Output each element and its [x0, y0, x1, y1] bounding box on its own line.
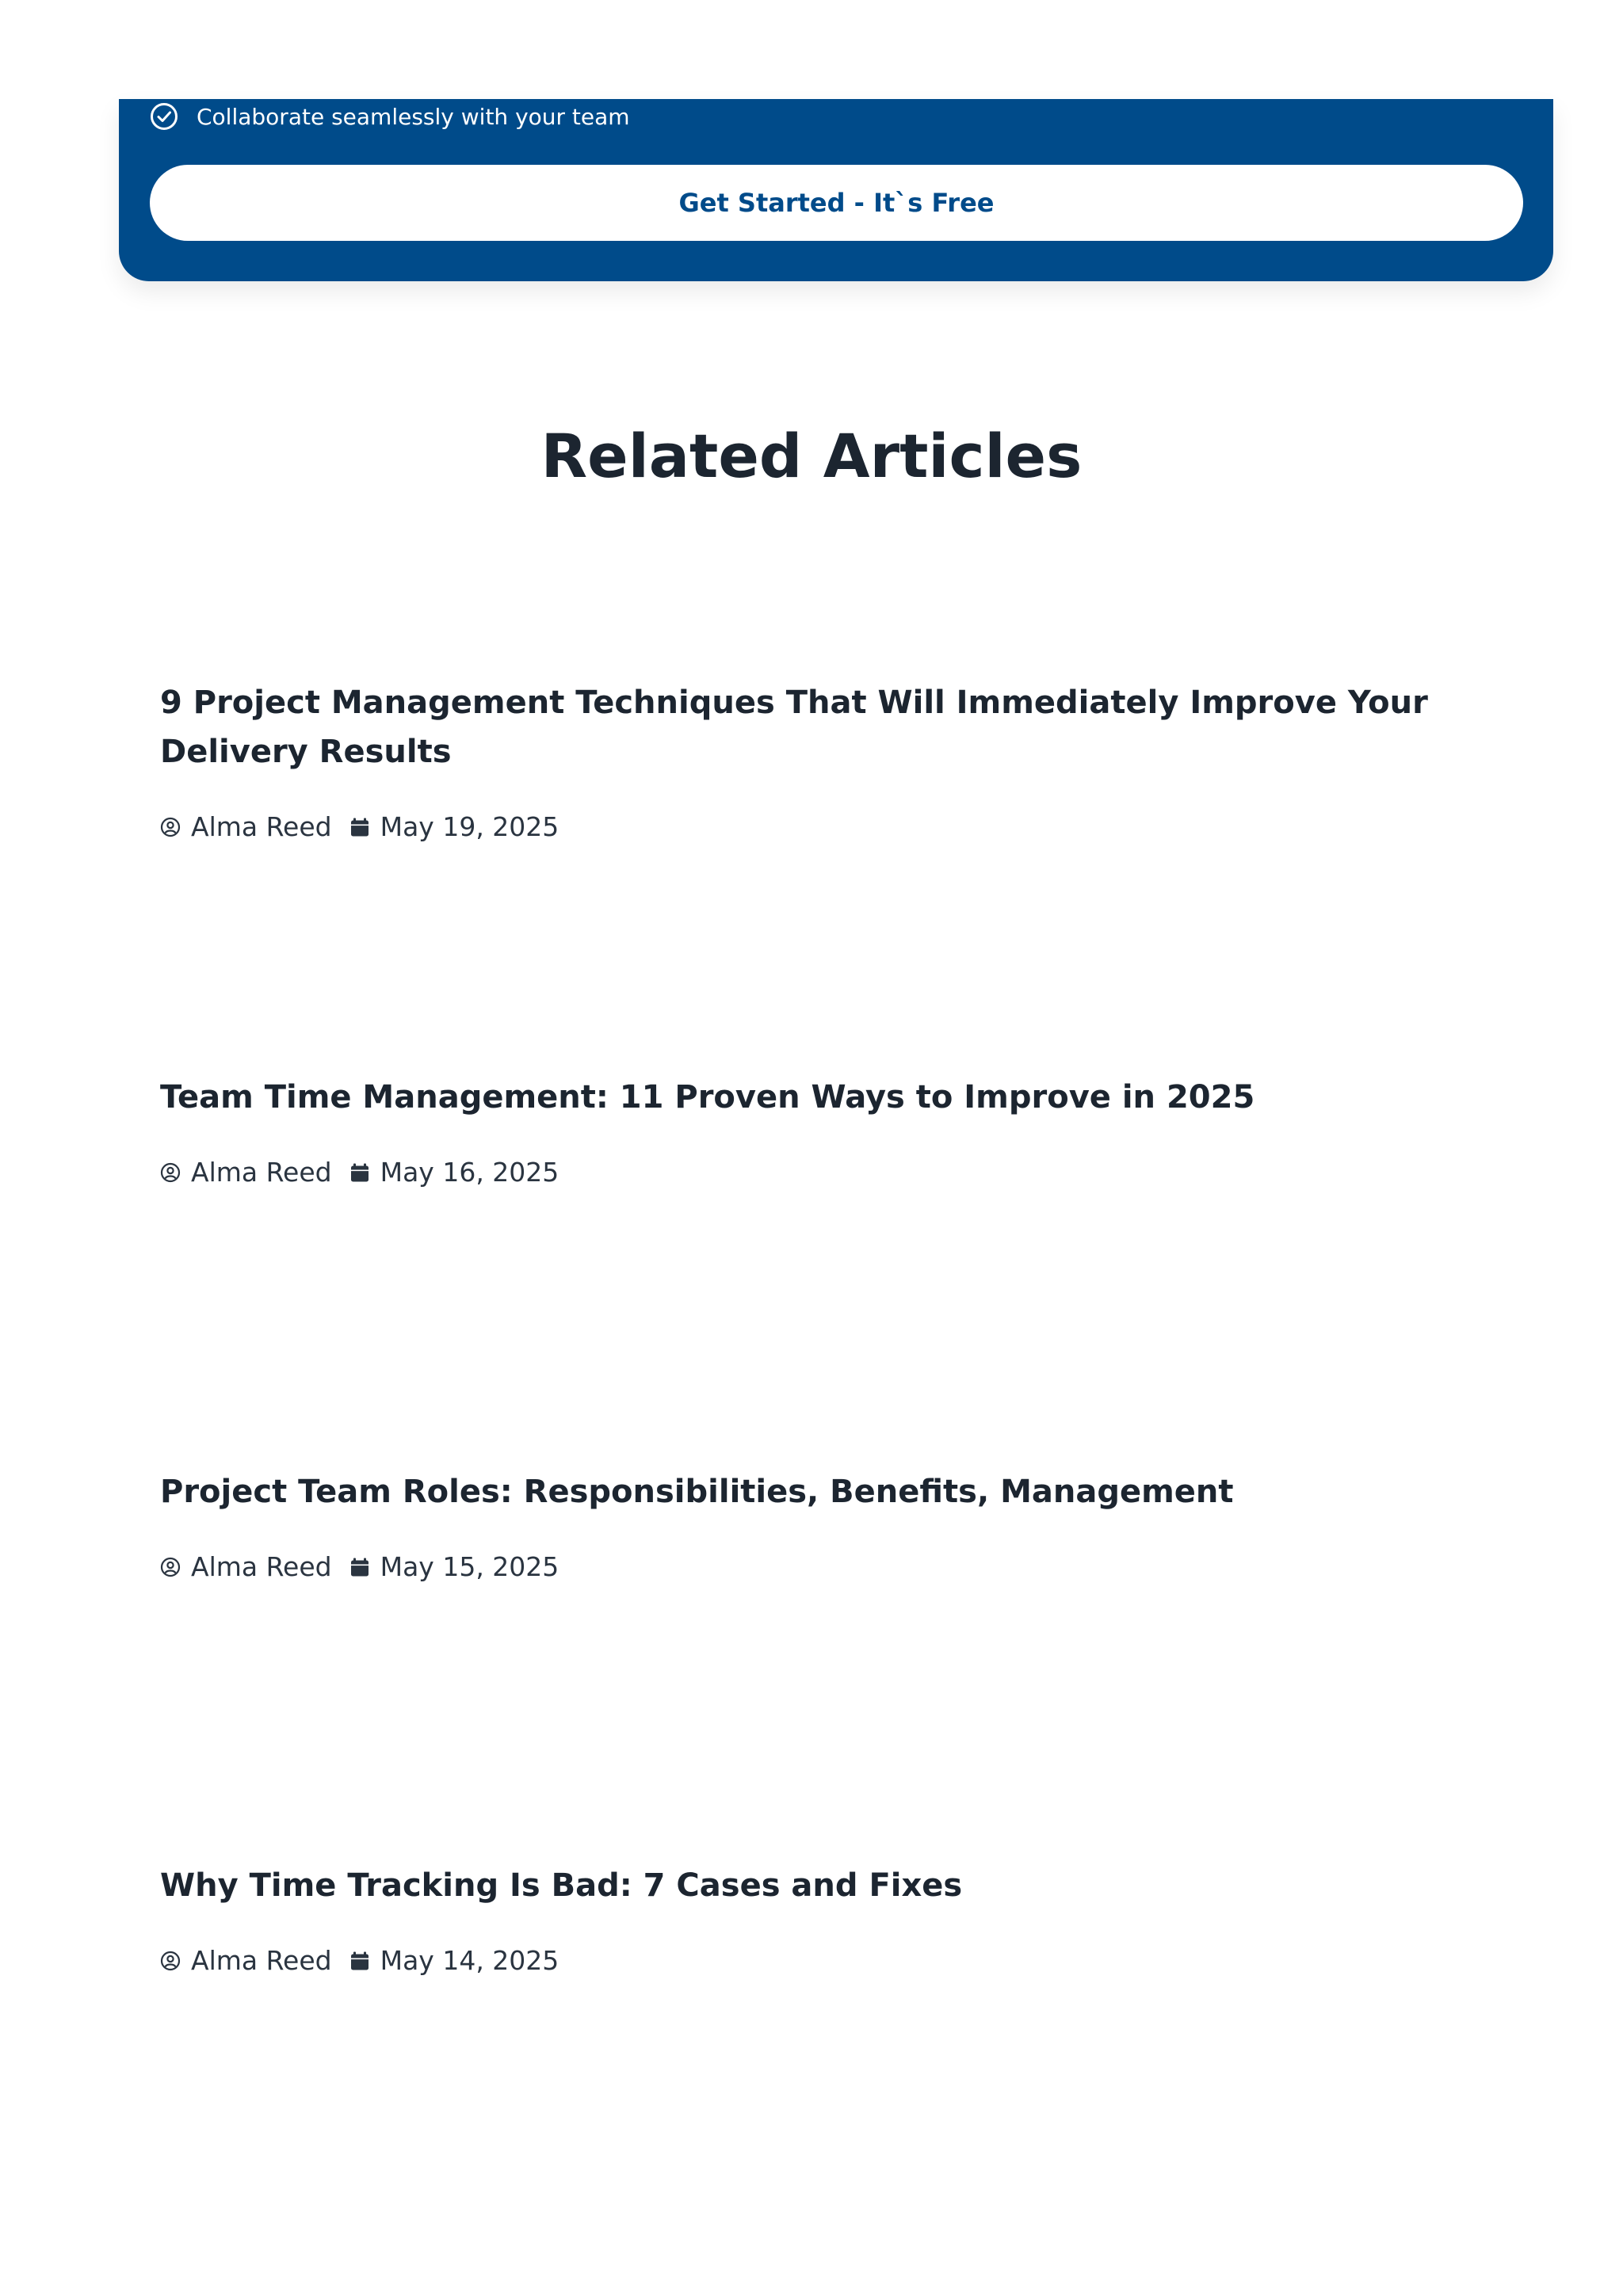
article-author: Alma Reed: [191, 1551, 332, 1582]
cta-check-label: Collaborate seamlessly with your team: [197, 103, 630, 130]
article-card: [160, 1467, 1507, 1582]
calendar-icon: [349, 1557, 370, 1577]
article-meta: [160, 1551, 1507, 1582]
article-meta: [160, 811, 1507, 842]
article-date: May 14, 2025: [380, 1945, 559, 1976]
article-author: Alma Reed: [191, 811, 332, 842]
article-date: May 15, 2025: [380, 1551, 559, 1582]
article-title-link[interactable]: Team Time Management: 11 Proven Ways to Improve in 2025: [160, 1079, 1255, 1116]
article-meta: [160, 1157, 1507, 1188]
calendar-icon: [349, 1162, 370, 1183]
cta-check-item: [149, 101, 630, 132]
article-card: [160, 1861, 1507, 1976]
article-title-link[interactable]: 9 Project Management Techniques That Will Immediately Improve Your Delivery Results: [160, 685, 1428, 770]
get-started-button[interactable]: Get Started - It`s Free: [150, 165, 1523, 241]
calendar-icon: [349, 1951, 370, 1971]
article-author: Alma Reed: [191, 1945, 332, 1976]
user-circle-icon: [160, 1557, 181, 1577]
article-date: May 16, 2025: [380, 1157, 559, 1188]
article-author: Alma Reed: [191, 1157, 332, 1188]
calendar-icon: [349, 817, 370, 837]
related-articles-title: Related Articles: [540, 421, 1083, 491]
check-circle-icon: [149, 101, 179, 132]
article-title-link[interactable]: Why Time Tracking Is Bad: 7 Cases and Fixes: [160, 1867, 963, 1904]
article-meta: [160, 1945, 1507, 1976]
article-title-link[interactable]: Project Team Roles: Responsibilities, Benefits, Management: [160, 1474, 1234, 1510]
article-date: May 19, 2025: [380, 811, 559, 842]
user-circle-icon: [160, 1951, 181, 1971]
article-card: [160, 678, 1507, 842]
user-circle-icon: [160, 1162, 181, 1183]
user-circle-icon: [160, 817, 181, 837]
article-card: [160, 1073, 1507, 1188]
